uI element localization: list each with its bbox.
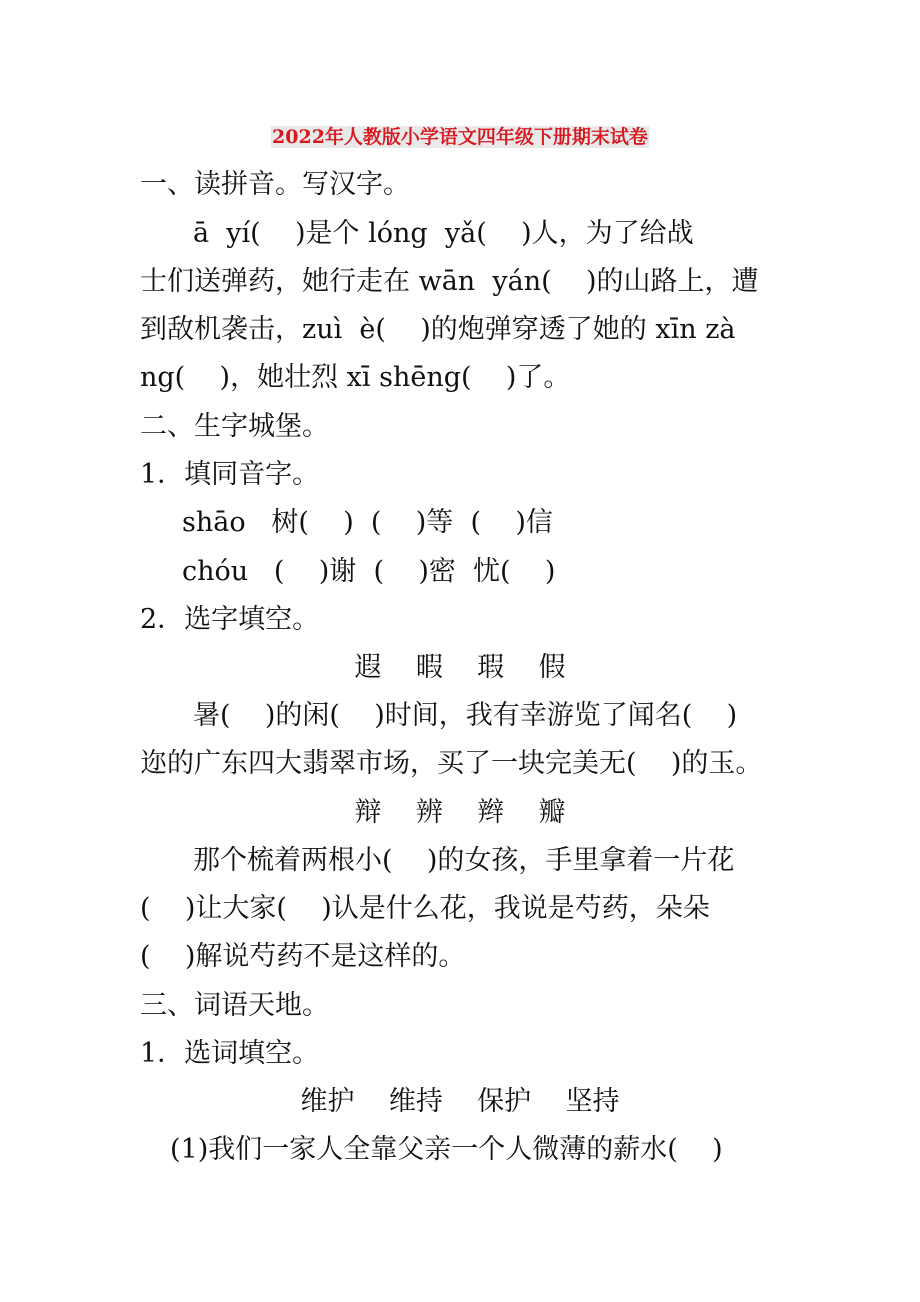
- section-one-heading: 一、读拼音。写汉字。: [140, 169, 410, 200]
- pinyin-passage-line-2: 士们送弹药，她行走在 wān yán( )的山路上，遭: [140, 266, 759, 297]
- fill-passage-1-line-2: 迩的广东四大翡翠市场，买了一块完美无( )的玉。: [140, 748, 763, 779]
- pinyin-passage-line-1: ā yí( )是个 lóng yǎ( )人，为了给战: [193, 218, 694, 249]
- fill-passage-2-line-1: 那个梳着两根小( )的女孩，手里拿着一片花: [193, 845, 735, 876]
- pinyin-passage-line-4: ng( )，她壮烈 xī shēng( )了。: [140, 362, 571, 393]
- pinyin-passage-line-3: 到敌机袭击，zuì è( )的炮弹穿透了她的 xīn zà: [140, 314, 736, 345]
- fill-passage-2-line-2: ( )让大家( )认是什么花，我说是芍药，朵朵: [140, 893, 710, 924]
- choose-character-title: 2．选字填空。: [140, 604, 320, 635]
- homophone-row-chou: chóu ( )谢 ( )密 忧( ): [182, 556, 556, 587]
- choose-word-title: 1．选词填空。: [140, 1038, 320, 1069]
- section-three-heading: 三、词语天地。: [140, 990, 329, 1021]
- homophone-question-title: 1．填同音字。: [140, 459, 320, 490]
- character-options-1: 遐 暇 瑕 假: [354, 652, 566, 683]
- homophone-row-shao: shāo 树( ) ( )等 ( )信: [182, 507, 553, 538]
- word-options: 维护 维持 保护 坚持: [300, 1086, 620, 1117]
- fill-passage-1-line-1: 暑( )的闲( )时间，我有幸游览了闻名( ): [193, 700, 738, 731]
- word-question-1: (1)我们一家人全靠父亲一个人微薄的薪水( ): [170, 1134, 723, 1165]
- character-options-2: 辩 辨 辫 瓣: [354, 797, 566, 828]
- section-two-heading: 二、生字城堡。: [140, 411, 329, 442]
- fill-passage-2-line-3: ( )解说芍药不是这样的。: [140, 941, 466, 972]
- document-title: 2022年人教版小学语文四年级下册期末试卷: [272, 126, 648, 148]
